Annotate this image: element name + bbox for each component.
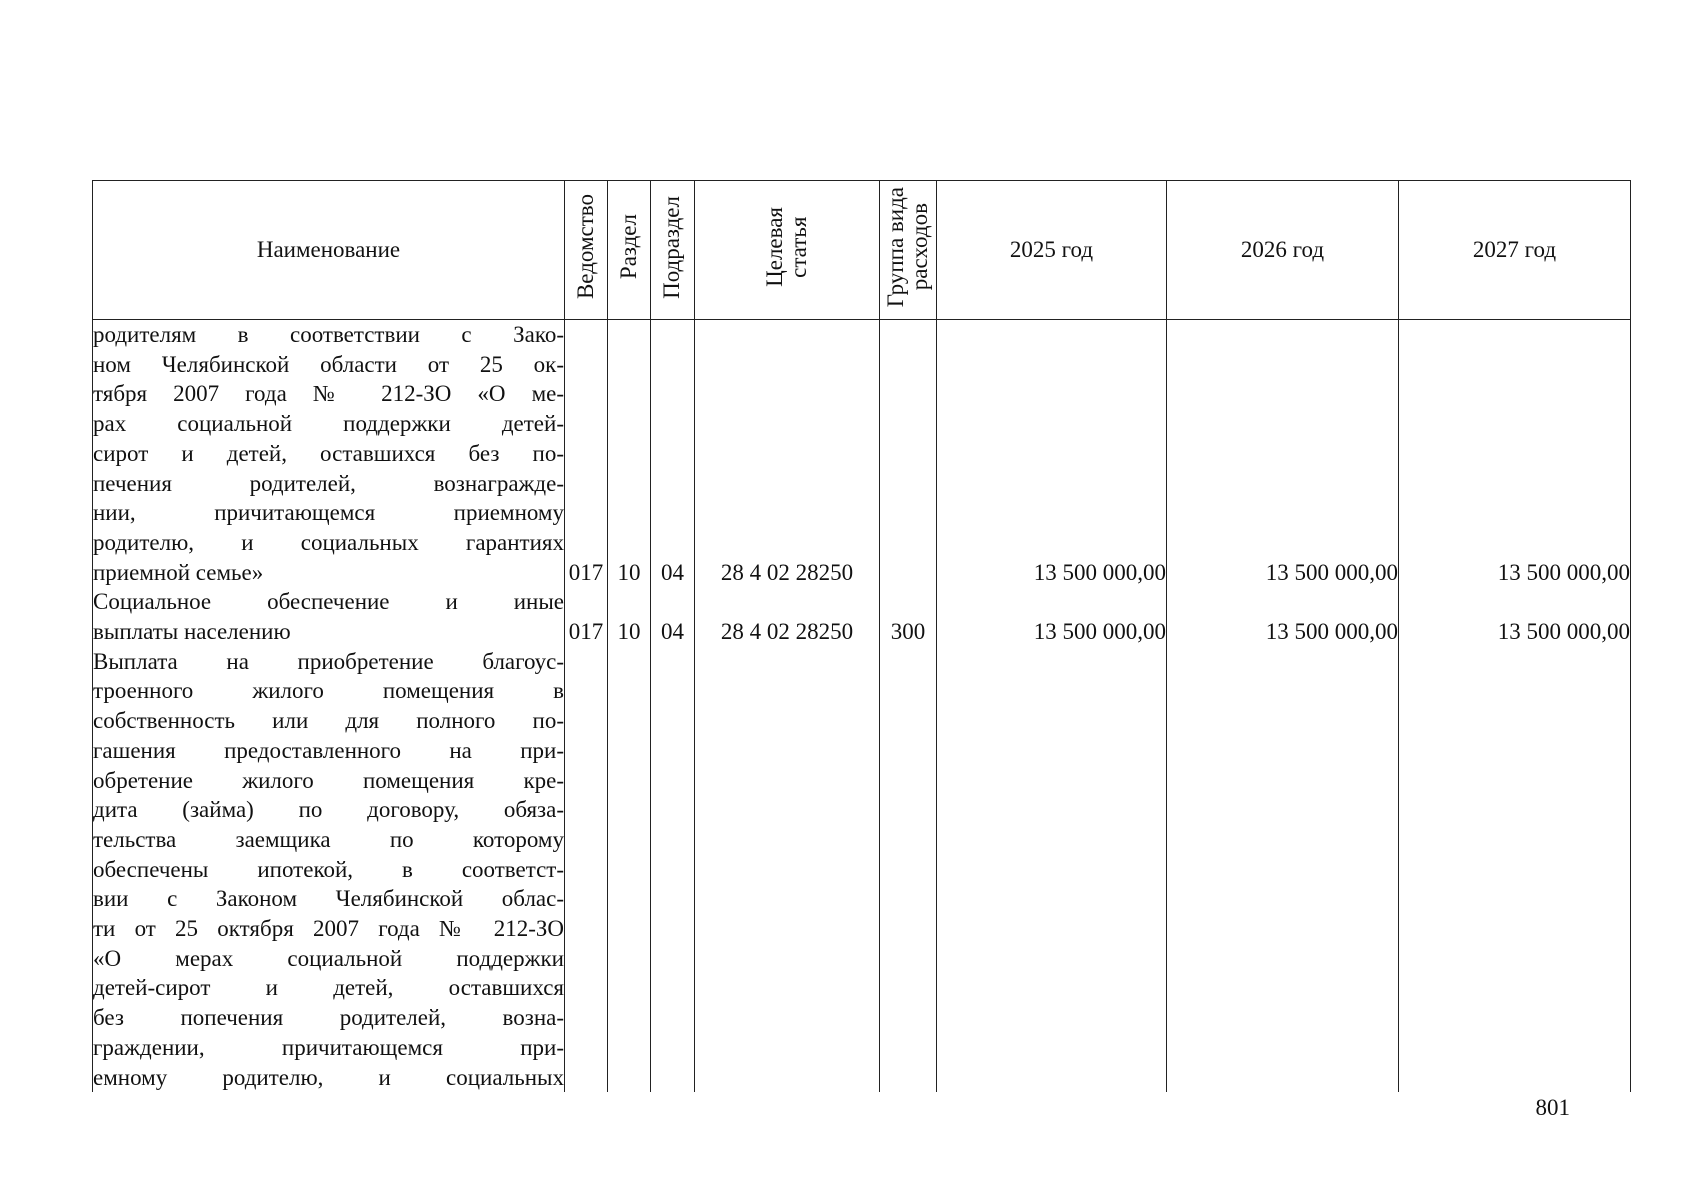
amount-2026-cell: 13 500 000,00 [1167,587,1399,646]
header-department: Ведомство [565,181,608,320]
name-line: обеспечены ипотекой, в соответст- [93,856,564,882]
name-line: собственность или для полного по- [93,708,564,734]
name-line: емному родителю, и социальных [93,1064,564,1090]
name-line: обретение жилого помещения кре- [93,767,564,793]
subsection-cell: 04 [651,320,695,588]
target-article-cell: 28 4 02 28250 [695,587,880,646]
name-line: без попечения родителей, возна- [93,1005,564,1031]
table-header-row [93,181,1631,320]
name-line: граждении, причитающемся при- [93,1034,564,1060]
name-line: детей-сирот и детей, оставшихся [93,975,564,1001]
amount-2026-cell [1167,647,1399,1093]
name-line: тября 2007 года № 212-ЗО «О ме- [93,381,564,407]
budget-table-container [92,180,1630,1092]
budget-table [92,180,1631,1092]
table-row [93,320,1631,588]
amount-2025-cell: 13 500 000,00 [937,320,1167,588]
row-name-cell [93,647,565,1093]
target-article-cell [695,647,880,1093]
name-line: ти от 25 октября 2007 года № 212-ЗО [93,916,564,942]
amount-2025-cell [937,647,1167,1093]
department-cell [565,647,608,1093]
expense-group-cell [880,647,937,1093]
section-cell [608,647,651,1093]
name-line: рах социальной поддержки детей- [93,411,564,437]
name-line: приемной семье» [93,559,264,585]
header-name: Наименование [93,181,565,320]
name-line: Социальное обеспечение и иные [93,589,564,615]
section-cell: 10 [608,320,651,588]
header-target-article: Целевая статья [695,181,880,320]
header-expense-group: Группа вида расходов [880,181,937,320]
department-cell: 017 [565,320,608,588]
name-line: выплаты населению [93,619,291,645]
header-year-2027: 2027 год [1399,181,1631,320]
row-name-cell [93,320,565,588]
name-line: ном Челябинской области от 25 ок- [93,351,564,377]
name-line: родителю, и социальных гарантиях [93,529,564,555]
table-row [93,647,1631,1093]
amount-2026-cell: 13 500 000,00 [1167,320,1399,588]
header-subsection: Подраздел [651,181,695,320]
name-line: родителям в соответствии с Зако- [93,322,564,347]
table-row [93,587,1631,646]
amount-2025-cell: 13 500 000,00 [937,587,1167,646]
name-line: нии, причитающемся приемному [93,500,564,526]
department-cell: 017 [565,587,608,646]
expense-group-cell: 300 [880,587,937,646]
name-line: вии с Законом Челябинской облас- [93,886,564,912]
name-line: печения родителей, вознагражде- [93,470,564,496]
name-line: сирот и детей, оставшихся без по- [93,440,564,466]
subsection-cell [651,647,695,1093]
header-year-2025: 2025 год [937,181,1167,320]
subsection-cell: 04 [651,587,695,646]
row-name-cell [93,587,565,646]
name-line: троенного жилого помещения в [93,678,564,704]
expense-group-cell [880,320,937,588]
name-line: тельства заемщика по которому [93,826,564,852]
amount-2027-cell: 13 500 000,00 [1399,320,1631,588]
header-year-2026: 2026 год [1167,181,1399,320]
name-line: гашения предоставленного на при- [93,737,564,763]
name-line: Выплата на приобретение благоус- [93,648,564,674]
name-line: «О мерах социальной поддержки [93,945,564,971]
amount-2027-cell [1399,647,1631,1093]
section-cell: 10 [608,587,651,646]
amount-2027-cell: 13 500 000,00 [1399,587,1631,646]
page-number: 801 [1535,1095,1570,1120]
header-section: Раздел [608,181,651,320]
target-article-cell: 28 4 02 28250 [695,320,880,588]
name-line: дита (займа) по договору, обяза- [93,797,564,823]
